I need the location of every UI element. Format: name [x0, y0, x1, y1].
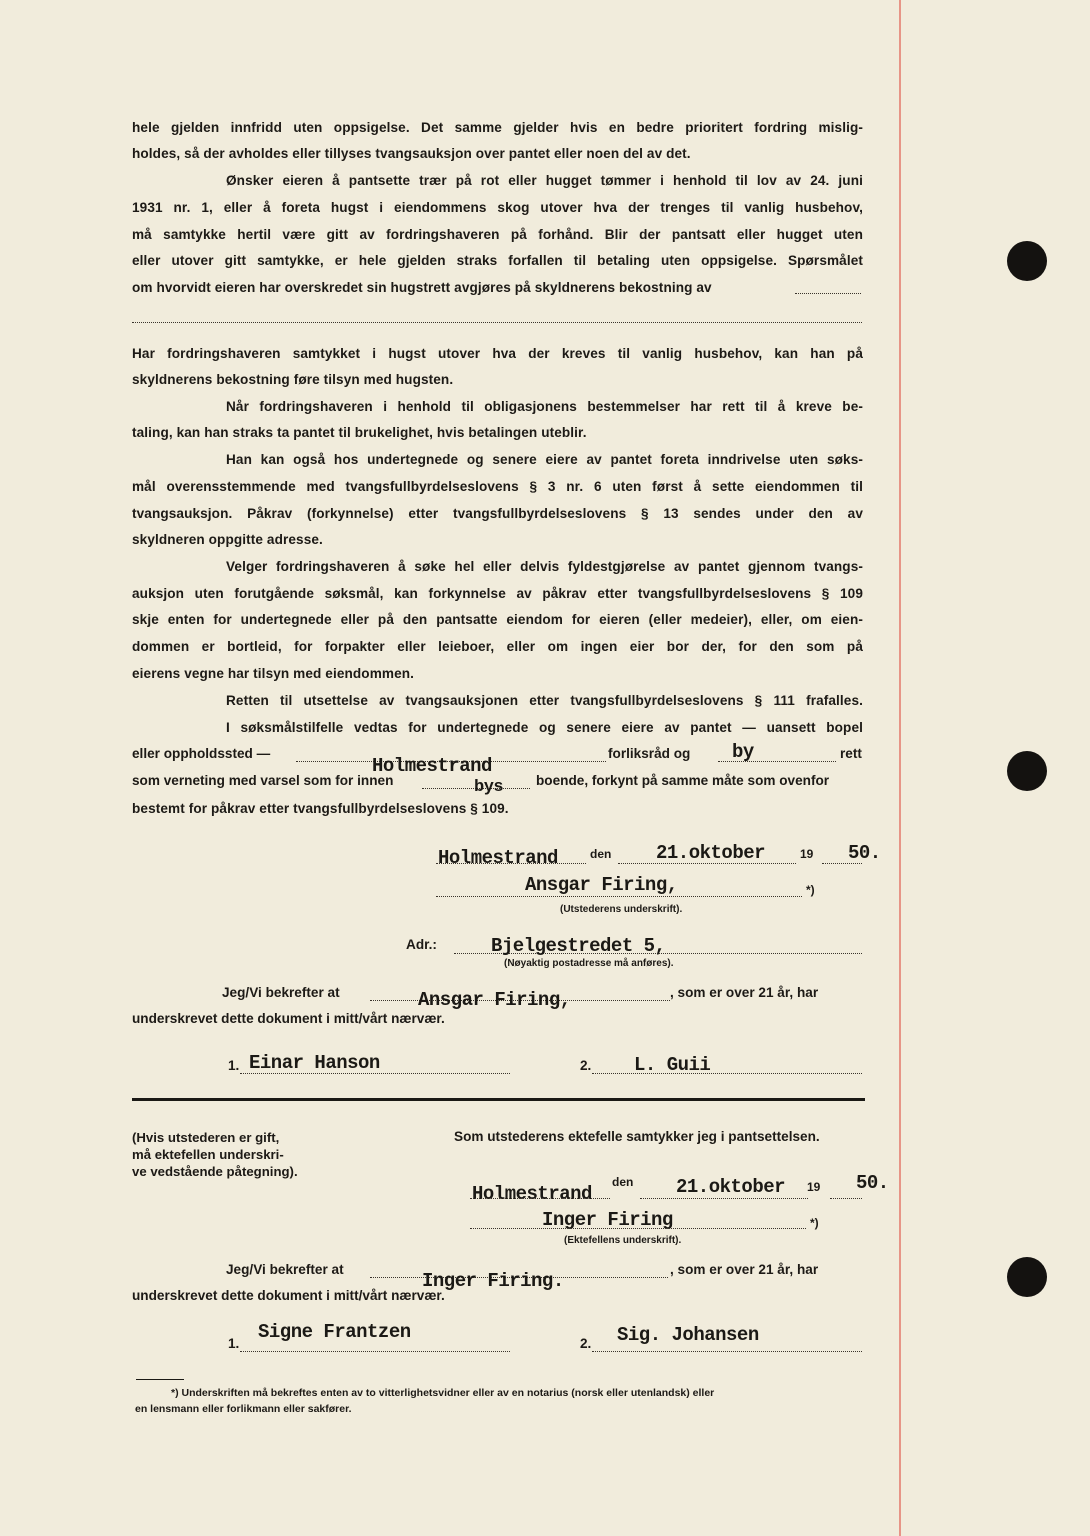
text-line: tvangsauksjon. Påkrav (forkynnelse) etter tvangsfullbyrdelseslovens § 13 sendes under den av	[132, 506, 863, 521]
venue-label-e: boende, forkynt på samme måte som ovenfor	[536, 773, 830, 788]
witness-label: , som er over 21 år, har	[670, 1262, 819, 1277]
venue-label-b: forliksråd og	[608, 746, 691, 761]
footnote: *) Underskriften må bekreftes enten av to vitterlighetsvidner eller av en notarius (norsk eller utenlandsk) eller en lensmann eller forlikmann eller sakfører.	[135, 1387, 715, 1415]
den-label: den	[612, 1175, 634, 1189]
text-line: skyldnerens bekostning føre tilsyn med hugsten.	[132, 372, 454, 387]
witness-number: 1.	[228, 1336, 240, 1351]
typed-bys: bys	[474, 778, 504, 797]
witness-number: 2.	[580, 1058, 592, 1073]
witness-label: Jeg/Vi bekrefter at	[226, 1262, 344, 1277]
text-line: bestemt for påkrav etter tvangsfullbyrdelseslovens § 109.	[132, 801, 509, 816]
witness-label: underskrevet dette dokument i mitt/vårt nærvær.	[132, 1011, 445, 1026]
fill-line	[436, 863, 586, 864]
spouse-note: (Hvis utstederen er gift, må ektefellen underskri- ve vedstående påtegning).	[132, 1130, 298, 1179]
venue-label-d: som verneting med varsel som for innen	[132, 773, 394, 788]
signature-caption: (Ektefellens underskrift).	[564, 1235, 682, 1246]
venue-label-c: rett	[840, 746, 862, 761]
signature-line	[592, 1351, 862, 1352]
witness-signature: L. Guii	[634, 1054, 711, 1076]
witness-label: , som er over 21 år, har	[670, 985, 819, 1000]
typed-witnessed-name: Inger Firing.	[422, 1270, 564, 1292]
fill-line	[470, 1198, 610, 1199]
signature-line	[470, 1228, 806, 1229]
binder-hole-middle	[1007, 751, 1047, 791]
typed-date: 21.oktober	[656, 842, 766, 864]
typed-year: 50.	[856, 1172, 889, 1194]
text-line: Ønsker eieren å pantsette trær på rot eller hugget tømmer i henhold til lov av 24. juni	[226, 173, 863, 188]
witness-label: underskrevet dette dokument i mitt/vårt nærvær.	[132, 1288, 445, 1303]
typed-place: Holmestrand	[438, 847, 558, 869]
asterisk-mark: *)	[806, 883, 815, 897]
den-label: den	[590, 847, 612, 861]
text-line: Retten til utsettelse av tvangsauksjonen etter tvangsfullbyrdelseslovens § 111 frafalles.	[226, 693, 863, 708]
witness-label: Jeg/Vi bekrefter at	[222, 985, 340, 1000]
text-line: skyldneren oppgitte adresse.	[132, 532, 323, 547]
text-line: Velger fordringshaveren å søke hel eller delvis fyldestgjørelse av pantet gjennom tvangs-	[226, 559, 863, 574]
year-prefix: 19	[807, 1180, 821, 1194]
text-line: skje enten for undertegnede eller på den pantsatte eiendom for eieren (eller medeier), eller, om eien-	[132, 612, 863, 627]
text-line: auksjon uten forutgående søksmål, kan forkynnelse av påkrav etter tvangsfullbyrdelseslovens § 109	[132, 586, 863, 601]
text-line: mål overensstemmende med tvangsfullbyrdelseslovens § 3 nr. 6 uten først å sette eiendommen til	[132, 479, 863, 494]
section-divider	[132, 1098, 865, 1101]
witness-signature: Signe Frantzen	[258, 1321, 411, 1343]
typed-venue-place: Holmestrand	[372, 755, 492, 777]
binder-hole-top	[1007, 241, 1047, 281]
address-caption: (Nøyaktig postadresse må anføres).	[504, 958, 674, 969]
text-line: må samtykke hertil være gitt av fordringshaveren på forhånd. Blir der pantsatt eller hugget uten	[132, 227, 863, 242]
text-line: Han kan også hos undertegnede og senere eiere av pantet foreta inndrivelse uten søks-	[226, 452, 863, 467]
binder-hole-bottom	[1007, 1257, 1047, 1297]
venue-label-a: eller oppholdssted —	[132, 746, 271, 761]
text-line: dommen er bortleid, for forpakter eller leieboer, eller om ingen eier bor der, for den som på	[132, 639, 863, 654]
witness-signature: Sig. Johansen	[617, 1324, 759, 1346]
typed-court: by	[732, 741, 754, 763]
text-line: Når fordringshaveren i henhold til obligasjonens bestemmelser har rett til å kreve be-	[226, 399, 863, 414]
signature-caption: (Utstederens underskrift).	[560, 904, 683, 915]
text-line: holdes, så der avholdes eller tillyses tvangsauksjon over pantet eller noen del av det.	[132, 146, 691, 161]
typed-witnessed-name: Ansgar Firing,	[418, 989, 571, 1011]
text-line: Har fordringshaveren samtykket i hugst utover hva der kreves til vanlig husbehov, kan han på	[132, 346, 863, 361]
typed-place: Holmestrand	[472, 1183, 592, 1205]
footnote-rule	[136, 1379, 184, 1380]
fill-line	[132, 322, 862, 323]
typed-address: Bjelgestredet 5,	[491, 935, 666, 957]
text-line: 1931 nr. 1, eller å foreta hugst i eiendommens skog utover hva der trenges til vanlig husbehov,	[132, 200, 863, 215]
witness-number: 1.	[228, 1058, 240, 1073]
signature-line	[436, 896, 802, 897]
fill-line	[795, 293, 861, 294]
spouse-consent: Som utstederens ektefelle samtykker jeg i pantsettelsen.	[454, 1129, 820, 1144]
margin-rule	[899, 0, 901, 1536]
signature-line	[240, 1351, 510, 1352]
typed-year: 50.	[848, 842, 881, 864]
fill-line	[830, 1198, 862, 1199]
text-line: I søksmålstilfelle vedtas for undertegnede og senere eiere av pantet — uansett bopel	[226, 720, 863, 735]
text-line: hele gjelden innfridd uten oppsigelse. Det samme gjelder hvis en bedre prioritert fordring mislig-	[132, 120, 863, 135]
address-label: Adr.:	[406, 937, 437, 952]
year-prefix: 19	[800, 847, 814, 861]
text-line: eierens vegne har tilsyn med eiendommen.	[132, 666, 415, 681]
typed-signer: Inger Firing	[542, 1209, 673, 1231]
witness-number: 2.	[580, 1336, 592, 1351]
asterisk-mark: *)	[810, 1216, 819, 1230]
text-line: om hvorvidt eieren har overskredet sin hugstrett avgjøres på skyldnerens bekostning av	[132, 280, 712, 295]
signature-line	[592, 1073, 862, 1074]
text-line: taling, kan han straks ta pantet til brukelighet, hvis betalingen uteblir.	[132, 425, 587, 440]
witness-signature: Einar Hanson	[249, 1052, 380, 1074]
fill-line	[640, 1198, 808, 1199]
typed-signer: Ansgar Firing,	[525, 874, 678, 896]
text-line: eller utover gitt samtykke, er hele gjelden straks forfallen til betaling uten oppsigelse. Spørsmålet	[132, 253, 863, 268]
typed-date: 21.oktober	[676, 1176, 786, 1198]
